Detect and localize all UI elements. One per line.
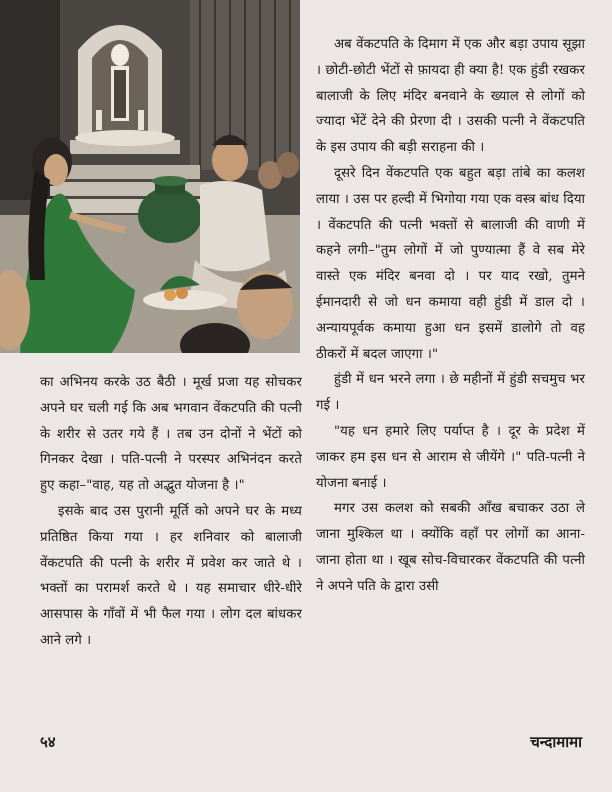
left-paragraph-2: इसके बाद उस पुरानी मूर्ति को अपने घर के मध्य प्रतिष्ठित किया गया । हर शनिवार को बालाजी वेंकटपति की पत्नी के शरीर में प्रवेश कर जाते थे । भक्तों का परामर्श करते थे । यह समाचार धीरे-धीरे आसपास के गाँवों में भी फैल गया । लोग दल बांधकर आने लगे । [40,503,302,648]
left-text-column [40,370,302,654]
temple-scene-illustration [0,0,300,353]
left-paragraph-1: का अभिनय करके उठ बैठी । मूर्ख प्रजा यह सोचकर अपने घर चली गई कि अब भगवान वेंकटपति की पत्नी के शरीर से उतर गये हैं । तब उन दोनों ने भेंटों को गिनकर देखा । पति-पत्नी ने परस्पर अभिनंदन करते हुए कहा–"वाह, यह तो अद्भुत योजना है ।" [40,375,302,494]
page-number: ५४ [40,733,56,751]
right-paragraph-2: दूसरे दिन वेंकटपति एक बहुत बड़ा तांबे का कलश लाया । उस पर हल्दी में भिगोया गया एक वस्त्र बांध दिया । वेंकटपति की पत्नी भक्तों से बालाजी की वाणी में कहने लगी–"तुम लोगों में जो पुण्यात्मा हैं वे सब मेरे वास्ते एक मंदिर बनवा दो । पर याद रखो, तुमने ईमानदारी से जो धन कमाया वही हुंडी में डाल दो । अन्यायपूर्वक कमाया हुआ धन इसमें डालोगे तो वह ठीकरों में बदल जाएगा ।" [316,165,585,362]
right-paragraph-4: "यह धन हमारे लिए पर्याप्त है । दूर के प्रदेश में जाकर हम इस धन से आराम से जीयेंगे ।" पति-पत्नी ने योजना बनाई । [316,423,585,491]
magazine-name: चन्दामामा [530,733,582,751]
right-text-column [316,32,585,600]
story-illustration [0,0,300,353]
right-paragraph-3: हुंडी में धन भरने लगा । छे महीनों में हुंडी सचमुच भर गई । [316,372,585,414]
right-paragraph-1: अब वेंकटपति के दिमाग में एक और बड़ा उपाय सूझा । छोटी-छोटी भेंटों से फ़ायदा ही क्या है! एक हुंडी रखकर बालाजी के लिए मंदिर बनवाने के ख्याल से लोगों को ज्यादा भेंटें देने की प्रेरणा दी । उसकी पत्नी ने वेंकटपति के इस उपाय की बड़ी सराहना की । [316,37,585,156]
right-paragraph-5: मगर उस कलश को सबकी आँख बचाकर उठा ले जाना मुश्किल था । क्योंकि वहाँ पर लोगों का आना-जाना होता था । खूब सोच-विचारकर वेंकटपति की पत्नी ने अपने पति के द्वारा उसी [316,501,585,594]
